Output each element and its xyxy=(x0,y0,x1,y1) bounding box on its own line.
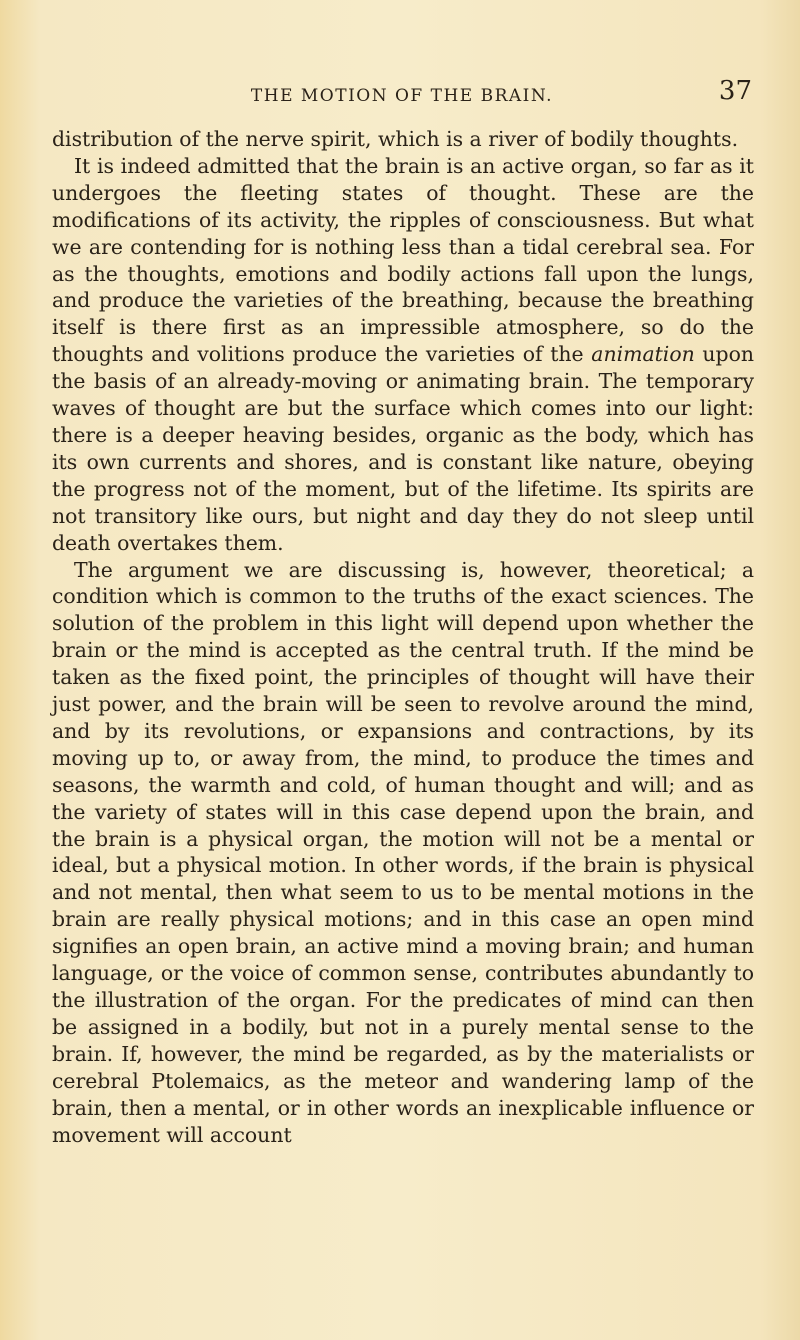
paragraph-text: distribution of the nerve spirit, which is a river of bodily thoughts. xyxy=(52,127,739,151)
page-header xyxy=(52,72,752,112)
paragraph xyxy=(52,557,754,1149)
running-title: THE MOTION OF THE BRAIN. xyxy=(250,86,554,106)
paragraph-text: It is indeed admitted that the brain is an active organ, so far as it undergoes the fleeting states of thought. These are the modifications of its activity, the ripples of consciousness. But what we are contending for is nothing less than a tidal cerebral sea. For as the thoughts, emotions and bodily actions fall upon the lungs, and produce the varieties of the breathing, because the breathing itself is there first as an impressible atmosphere, so do the thoughts and volitions produce the varieties of the xyxy=(52,153,754,367)
paragraph-text: upon the basis of an already-moving or animating brain. The temporary waves of thought are but the surface which comes into our light: there is a deeper heaving besides, organic as the body, which has its own currents and shores, and is constant like nature, obeying the progress not of the moment, but of the lifetime. Its spirits are not transitory like ours, but night and day they do not sleep until death overtakes them. xyxy=(52,342,754,555)
paragraph xyxy=(52,126,754,153)
body-text xyxy=(52,126,754,1148)
paragraph-text: The argument we are discussing is, however, theoretical; a condition which is common to the truths of the exact sciences. The solution of the problem in this light will depend upon whether the brain or the mind is accepted as the central truth. If the mind be taken as the fixed point, the principles of thought will have their just power, and the brain will be seen to revolve around the mind, and by its revolutions, or expansions and contractions, by its moving up to, or away from, the mind, to produce the times and seasons, the warmth and cold, of human thought and will; and as the variety of states will in this case depend upon the brain, and the brain is a physical organ, the motion will not be a mental or ideal, but a physical motion. In other words, if the brain is physical and not mental, then what seem to us to be mental motions in the brain are really physical motions; and in this case an open mind signifies an open brain, an active mind a moving brain; and human language, or the voice of common sense, contributes abundantly to the illustration of the organ. For the predicates of mind can then be assigned in a bodily, but not in a purely mental sense to the brain. If, however, the mind be regarded, as by the materialists or cerebral Ptolemaics, as the meteor and wandering lamp of the brain, then a mental, or in other words an inexplicable influence or movement will account xyxy=(52,557,754,1147)
page-number: 37 xyxy=(718,76,752,106)
italic-word: animation xyxy=(591,342,695,367)
paragraph xyxy=(52,153,754,557)
